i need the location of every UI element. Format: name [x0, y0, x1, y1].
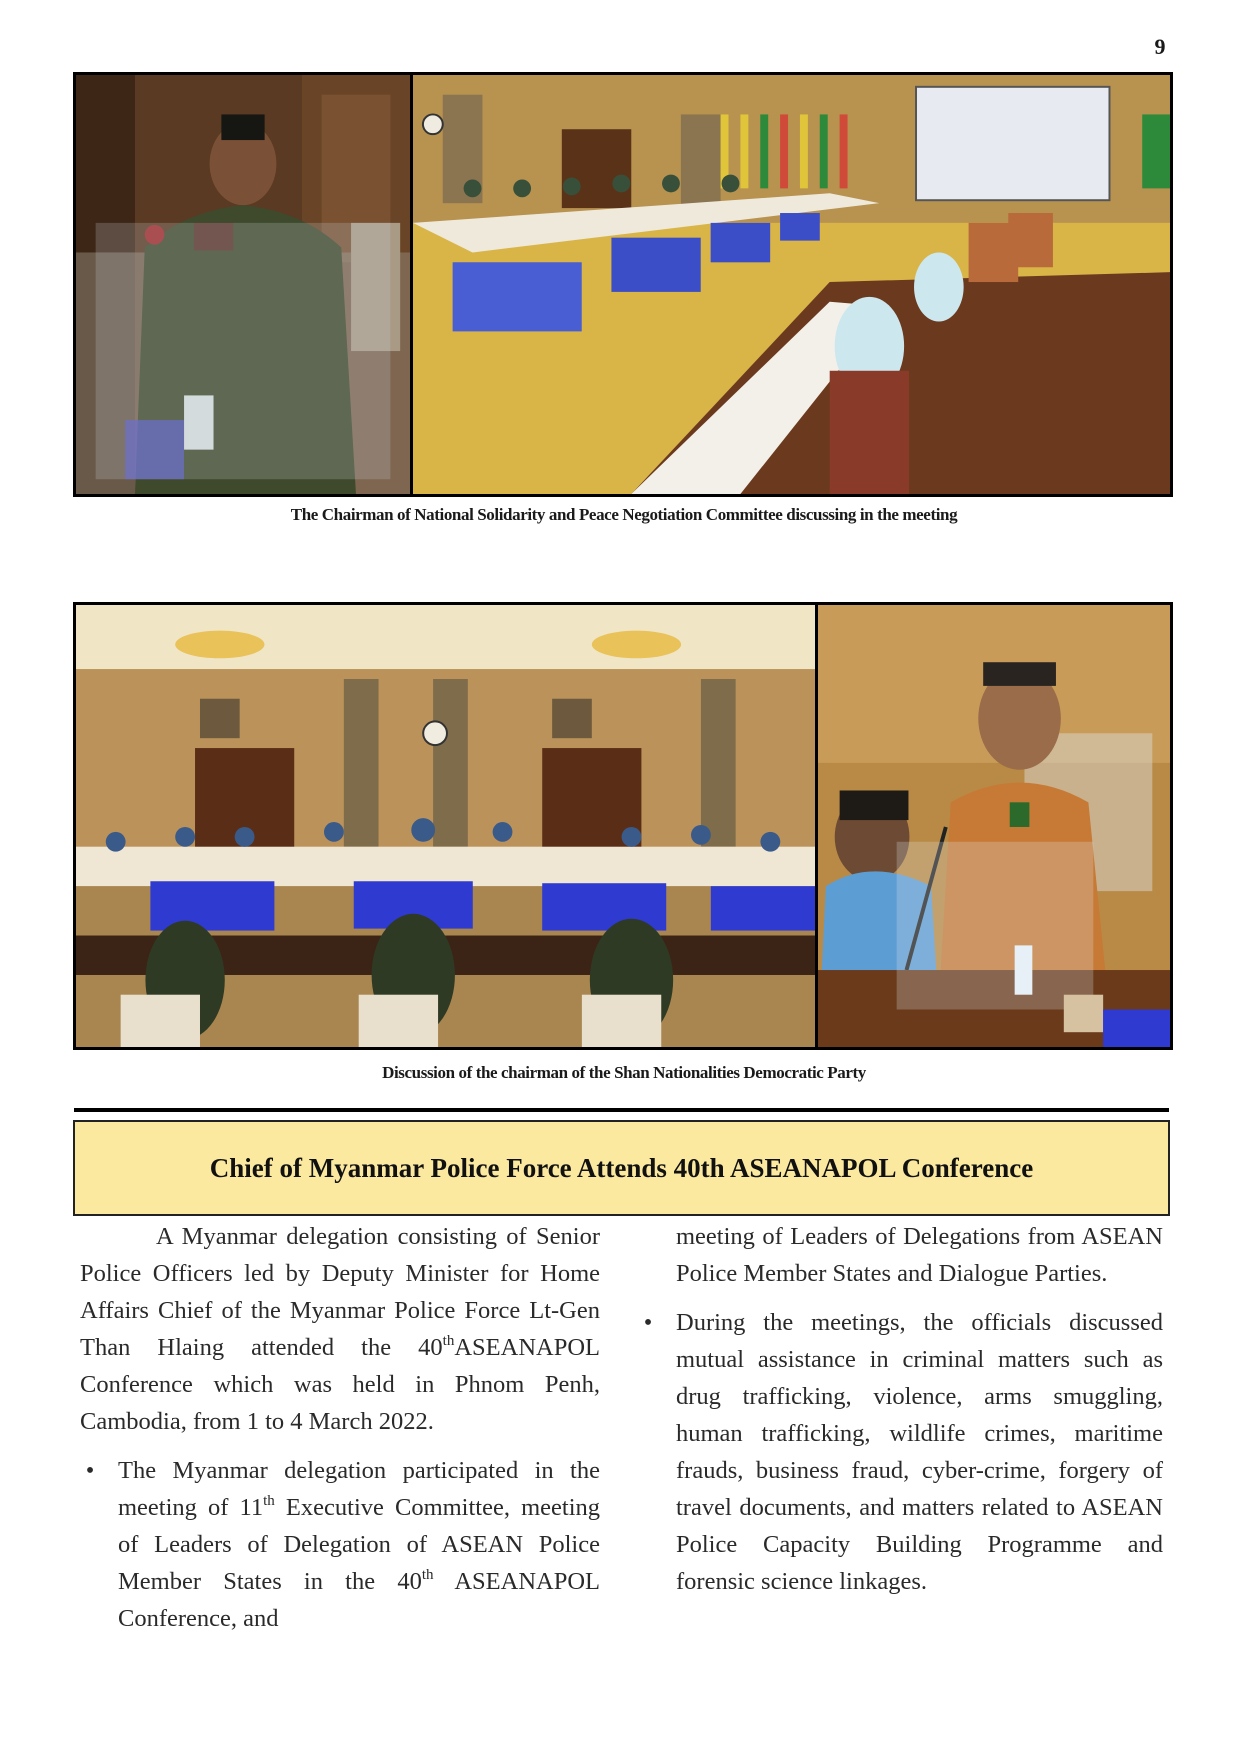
photo-wide-meeting-room [73, 602, 818, 1050]
article-bullet-1: • The Myanmar delegation participated in the meeting of 11th Executive Committee, meeting of Leaders of Delegation of ASEAN Police Member States in the 40th ASEANAPOL Conference, and [80, 1452, 600, 1637]
article-bullet-2: • During the meetings, the officials discussed mutual assistance in criminal matters such as drug trafficking, violence, arms smuggling, human trafficking, wildlife crimes, maritime frauds, business fraud, cyber-crime, forgery of travel documents, and matters related to ASEAN Police Capacity Building Programme and forensic science linkages. [638, 1304, 1163, 1600]
photo-chairman-speaking [815, 602, 1173, 1050]
bullet-marker: • [85, 1457, 95, 1484]
article-column-left [80, 1218, 600, 1637]
section-divider [74, 1108, 1169, 1112]
photo-officer-at-podium [73, 72, 413, 497]
article-intro: A Myanmar delegation consisting of Senior Police Officers led by Deputy Minister for Home Affairs Chief of the Myanmar Police Force Lt-Gen Than Hlaing attended the 40thASEANAPOL Conference which was held in Phnom Penh, Cambodia, from 1 to 4 March 2022. [80, 1223, 600, 1435]
article-bullet-1-continued: meeting of Leaders of Delegations from ASEAN Police Member States and Dialogue Parties. [676, 1223, 1163, 1287]
page-number: 9 [1154, 34, 1166, 59]
article-title-box [73, 1120, 1170, 1216]
caption-top: The Chairman of National Solidarity and Peace Negotiation Committee discussing in the meeting [290, 505, 958, 524]
article-column-right [638, 1218, 1163, 1600]
article-title: Chief of Myanmar Police Force Attends 40th ASEANAPOL Conference [209, 1152, 1034, 1183]
caption-middle: Discussion of the chairman of the Shan Nationalities Democratic Party [382, 1063, 866, 1082]
bullet-marker: • [643, 1309, 653, 1336]
photo-meeting-hall-flags [410, 72, 1173, 497]
